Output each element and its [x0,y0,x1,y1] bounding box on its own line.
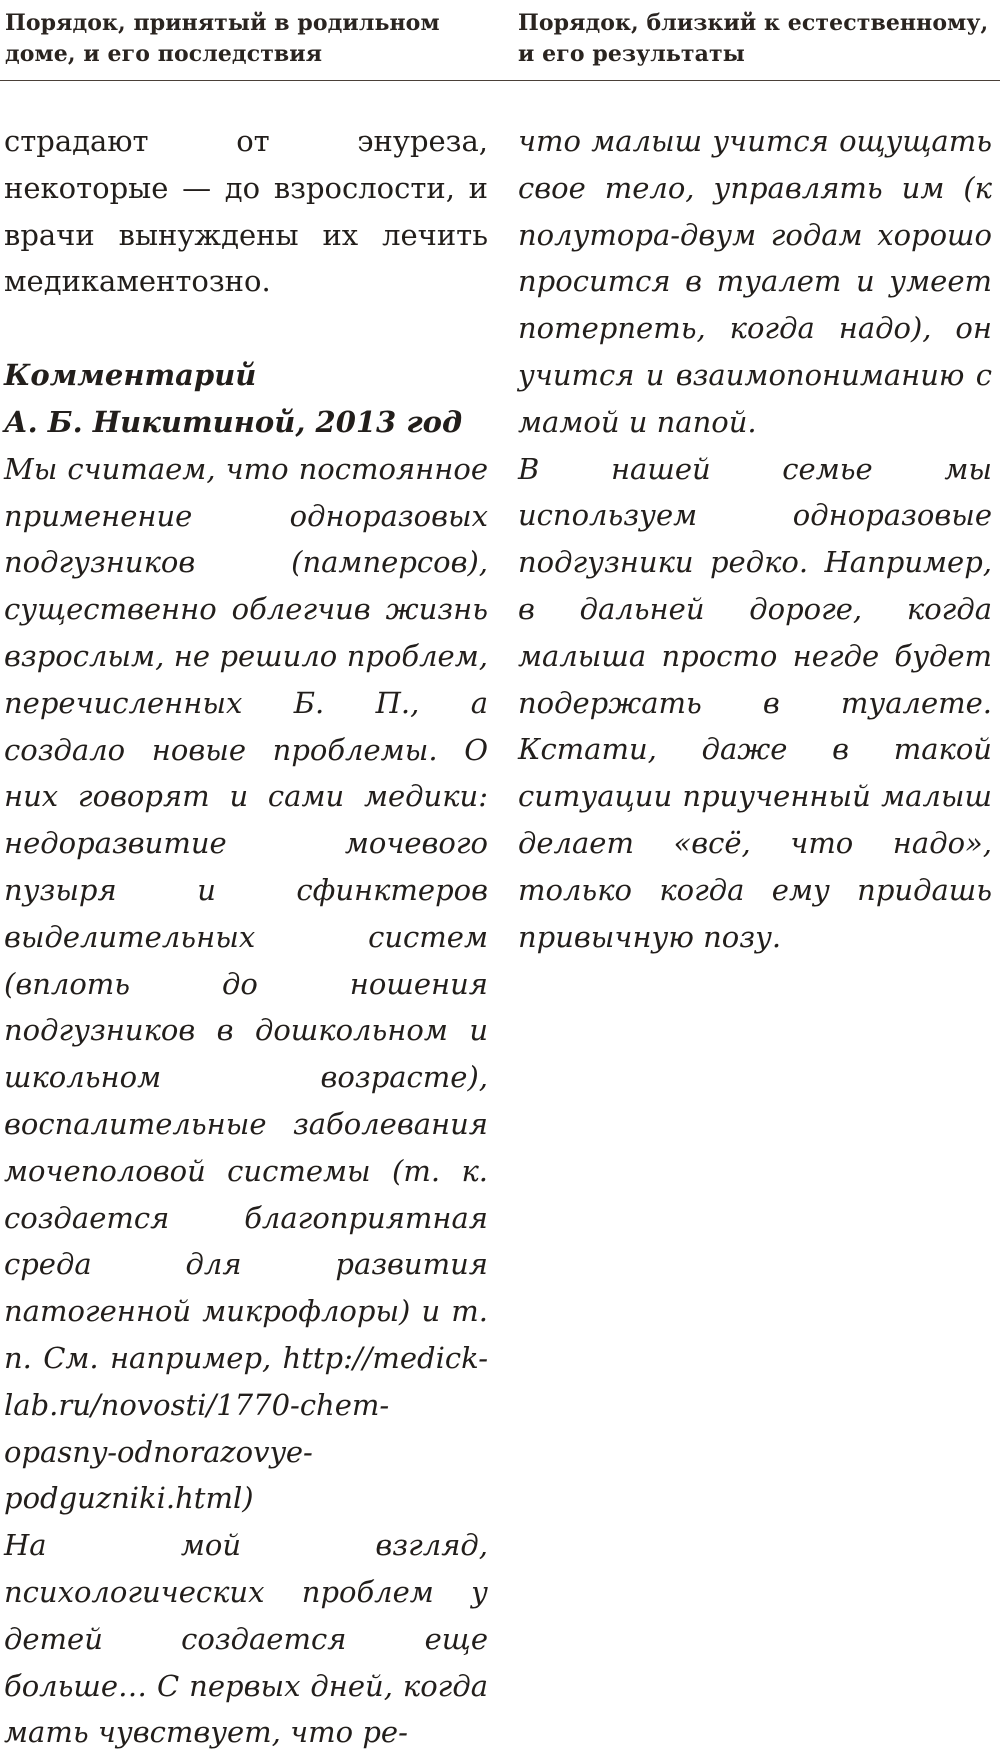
comment-paragraph: Мы считаем, что постоянное применение одноразовых подгузников (памперсов), существенно облегчив жизнь взрослым, не решило проблем, перечисленных Б. П., а создало новые проблемы. О них говорят и сами медики: недоразвитие мочевого пузыря и сфинктеров выделительных систем (вплоть до ношения подгузников в дошкольном и школьном возрасте), воспалительные заболевания мочеполовой системы (т. к. создается благоприятная среда для развития патогенной микрофлоры) и т. п. См. например, http://medick-lab.ru/novosti/1770-chem-opasny-odnorazovye-podguzniki.html) [4,451,488,1516]
right-paragraph-2: В нашей семье мы используем одноразовые подгузники редко. Например, в дальней дороге, когда малыша просто негде будет подержать в туалете. Кстати, даже в такой ситуации приученный малыш делает «всё, что надо», только когда ему придашь привычную позу. [518,451,992,954]
intro-paragraph: страдают от энуреза, некоторые — до взрослости, и врачи вынуждены их лечить медикаментозно. [4,124,488,299]
paragraph-gap [4,305,488,352]
left-column [4,118,488,1756]
comment-author: А. Б. Никитиной, 2013 год [4,404,463,439]
right-paragraph-1: что малыш учится ощущать свое тело, управлять им (к полутора-двум годам хорошо просится в туалет и умеет потерпеть, когда надо), он учится и взаимопониманию с мамой и папой. [518,124,992,439]
comment-paragraph-2: На мой взгляд, психологических проблем у детей создается еще больше… С первых дней, когда мать чувствует, что ре- [4,1528,488,1750]
table-header [0,0,1000,81]
comment-heading [4,352,488,446]
comment-title: Комментарий [4,358,257,393]
header-left-cell: Порядок, принятый в родильном доме, и его последствия [5,10,440,67]
header-right-cell: Порядок, близкий к естественному, и его результаты [518,10,989,67]
right-column [518,118,992,960]
